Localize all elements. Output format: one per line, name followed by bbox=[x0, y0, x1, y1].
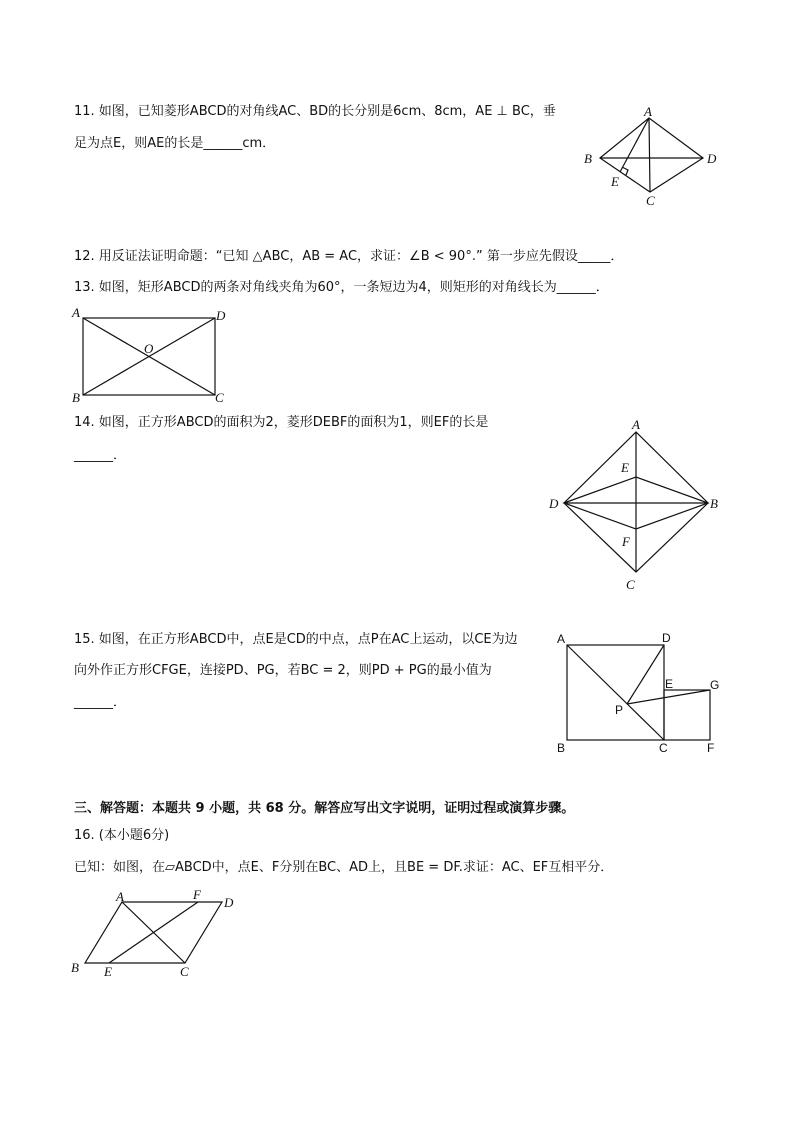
q15-label-e: E bbox=[665, 677, 674, 691]
q13-rectangle-figure bbox=[68, 306, 238, 406]
q16-label-a: A bbox=[116, 889, 124, 904]
q15-segment-pg bbox=[627, 690, 710, 704]
q11-rhombus-figure bbox=[578, 104, 728, 210]
q11-line2: 足为点E，则AE的长是______cm． bbox=[74, 136, 276, 151]
q15-diagonal-ac bbox=[567, 645, 664, 740]
q15-segment-pd bbox=[627, 645, 664, 704]
q15-label-a: A bbox=[557, 632, 566, 646]
q16-line2: 已知：如图，在▱ABCD中，点E、F分别在BC、AD上，且BE = DF.求证：AC、EF互相平分． bbox=[74, 860, 614, 875]
q14-label-a: A bbox=[632, 417, 640, 432]
q16-label-e: E bbox=[104, 964, 112, 979]
q16-parallelogram-figure bbox=[66, 888, 246, 980]
q14-label-e: E bbox=[621, 460, 629, 475]
q11-label-e: E bbox=[611, 174, 619, 189]
q12-line1: 12. 用反证法证明命题：“已知 △ABC，AB = AC，求证：∠B < 90°.” 第一步应先假设_____． bbox=[74, 249, 624, 264]
q15-label-p: P bbox=[615, 703, 624, 717]
q16-label-b: B bbox=[71, 960, 79, 975]
q14-square-rhombus-figure bbox=[542, 412, 732, 594]
q15-line2: 向外作正方形CFGE，连接PD、PG，若BC = 2，则PD + PG的最小值为 bbox=[74, 663, 492, 678]
q11-diagonal-ac bbox=[649, 118, 650, 192]
q15-label-d: D bbox=[662, 631, 671, 645]
q14-label-d: D bbox=[549, 496, 559, 511]
q13-label-o: O bbox=[144, 341, 154, 356]
q13-label-a: A bbox=[72, 306, 80, 320]
q14-line2: ______． bbox=[74, 448, 127, 463]
q15-label-g: G bbox=[710, 678, 720, 692]
q16-line1: 16. (本小题6分) bbox=[74, 828, 170, 843]
q11-label-a: A bbox=[644, 104, 652, 119]
q14-label-c: C bbox=[626, 577, 635, 592]
q16-segment-ef bbox=[109, 902, 198, 963]
q13-label-d: D bbox=[216, 308, 226, 323]
q11-altitude-ae bbox=[620, 118, 649, 172]
q11-label-b: B bbox=[584, 151, 592, 166]
q14-label-f: F bbox=[622, 534, 630, 549]
q11-line1: 11. 如图，已知菱形ABCD的对角线AC、BD的长分别是6cm、8cm，AE ⊥ BC，垂 bbox=[74, 104, 556, 119]
q13-label-c: C bbox=[215, 390, 224, 405]
section3-title: 三、解答题：本题共 9 小题，共 68 分。解答应写出文字说明，证明过程或演算步骤。 bbox=[74, 801, 575, 816]
q15-line1: 15. 如图，在正方形ABCD中，点E是CD的中点，点P在AC上运动，以CE为边 bbox=[74, 632, 518, 647]
q13-line1: 13. 如图，矩形ABCD的两条对角线夹角为60°，一条短边为4，则矩形的对角线长为______． bbox=[74, 280, 609, 295]
q16-label-f: F bbox=[193, 888, 201, 902]
q15-label-c: C bbox=[659, 741, 668, 755]
q15-square-figure bbox=[552, 628, 732, 756]
q15-label-b: B bbox=[557, 741, 566, 755]
q16-label-d: D bbox=[224, 895, 234, 910]
q11-label-d: D bbox=[707, 151, 717, 166]
q15-label-f: F bbox=[707, 741, 715, 755]
q14-label-b: B bbox=[710, 496, 718, 511]
q15-square-cfge bbox=[664, 690, 710, 740]
q16-label-c: C bbox=[180, 964, 189, 979]
q15-line3: ______． bbox=[74, 695, 127, 710]
q13-label-b: B bbox=[72, 390, 80, 405]
q11-label-c: C bbox=[646, 193, 655, 208]
q14-line1: 14. 如图，正方形ABCD的面积为2，菱形DEBF的面积为1，则EF的长是 bbox=[74, 415, 489, 430]
